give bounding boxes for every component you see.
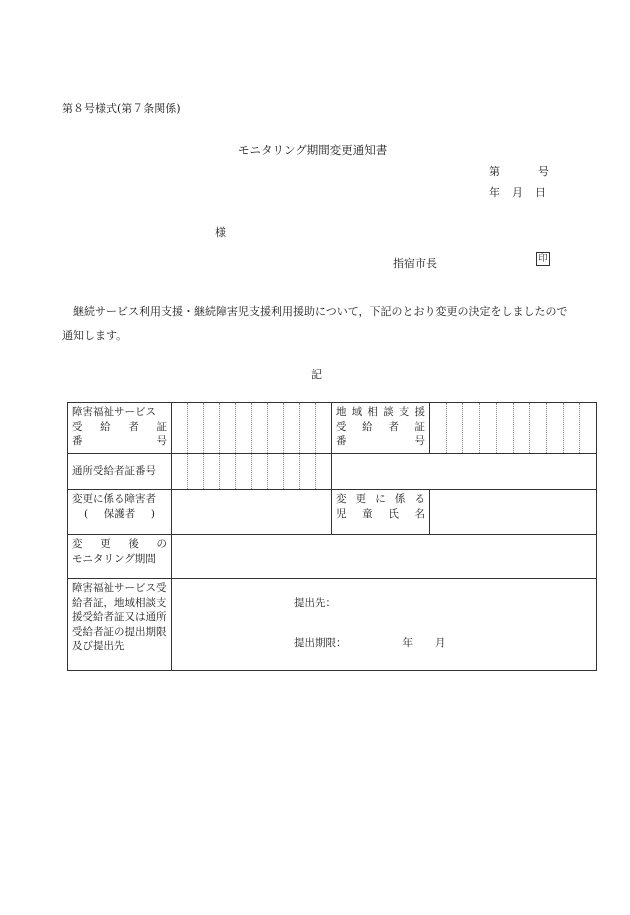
document-number [489, 163, 549, 179]
table-row [68, 490, 597, 535]
sender: 指宿市長 [393, 257, 437, 270]
ki-heading: 記 [311, 368, 322, 381]
child-name-input[interactable] [430, 490, 597, 535]
child-name-line2: 児 童 氏 名 [336, 507, 425, 520]
table-row [68, 579, 597, 671]
seal-mark: 印 [536, 252, 550, 266]
monitoring-line1: 変 更 後 の [72, 538, 167, 550]
submit-deadline: 提出期限： 年 月 [294, 637, 446, 649]
monitoring-line2: モニタリング期間 [72, 552, 156, 565]
submission-label: 障害福祉サービス受給者証，地域相談支援受給者証又は通所受給者証の提出期限及び提出先 [68, 579, 172, 671]
regional-label-line1: 地 域 相 談 支 援 [336, 406, 425, 418]
regional-cert-number-input[interactable] [430, 403, 597, 454]
welfare-label-line3: 番 号 [72, 435, 167, 447]
changed-person-input[interactable] [172, 490, 332, 535]
document-title: モニタリング期間変更通知書 [238, 143, 388, 157]
welfare-cert-label [68, 403, 172, 454]
monitoring-period-input[interactable] [172, 535, 597, 579]
day-cert-number-input[interactable] [172, 454, 332, 490]
submission-cell [172, 579, 597, 671]
child-name-line1: 変 更 に 係 る [336, 493, 425, 505]
day-cert-label: 通所受給者証番号 [68, 454, 172, 490]
regional-cert-label [332, 403, 430, 454]
form-id: 第８号様式(第７条関係) [62, 102, 181, 115]
welfare-cert-number-input[interactable] [172, 403, 332, 454]
submit-to: 提出先： [294, 597, 336, 609]
child-name-label [332, 490, 430, 535]
date-day: 日 [535, 186, 546, 199]
changed-person-label [68, 490, 172, 535]
body-text: 継続サービス利用支援・継続障害児支援利用援助について，下記のとおり変更の決定をしましたので通知します。 [62, 305, 568, 342]
welfare-label-line1: 障害福祉サービス [72, 406, 156, 418]
table-row [68, 403, 597, 454]
number-suffix: 号 [538, 165, 549, 178]
date-year: 年 [489, 186, 500, 199]
monitoring-period-label [68, 535, 172, 579]
blank-cell [332, 454, 597, 490]
table-row [68, 535, 597, 579]
number-prefix: 第 [489, 165, 500, 178]
regional-label-line3: 番 号 [336, 435, 425, 447]
changed-person-line2: ( 保護者 ) [84, 507, 155, 520]
date-month: 月 [512, 186, 523, 199]
table-row [68, 454, 597, 490]
welfare-label-line2: 受 給 者 証 [72, 420, 167, 433]
changed-person-line1: 変更に係る障害者 [72, 493, 156, 505]
regional-label-line2: 受 給 者 証 [336, 420, 425, 433]
addressee: 様 [215, 226, 226, 239]
document-date [489, 184, 546, 200]
info-table [67, 402, 597, 671]
